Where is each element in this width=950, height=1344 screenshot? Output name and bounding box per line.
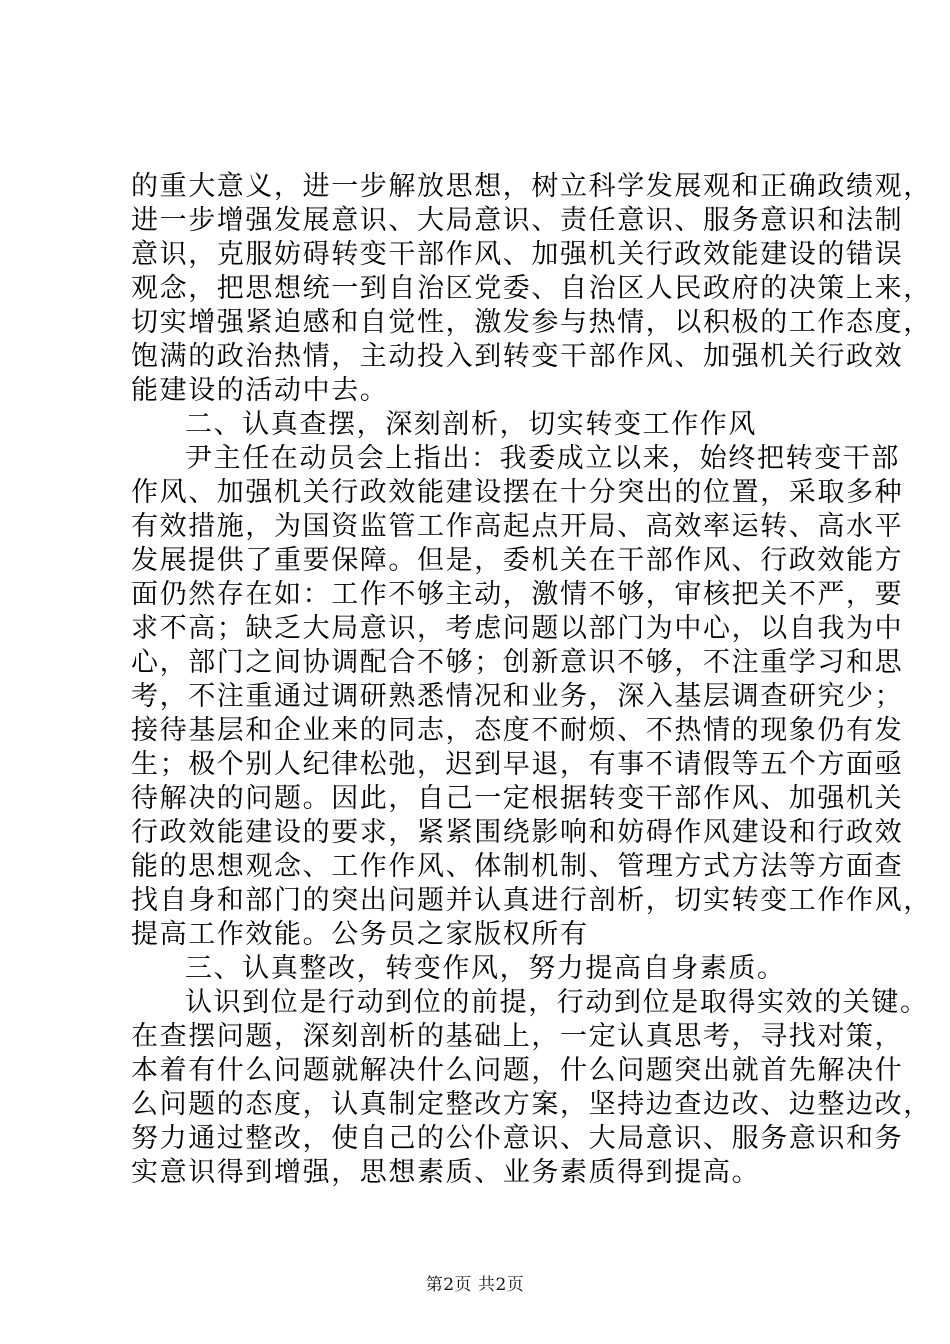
text-line: 考，不注重通过调研熟悉情况和业务，深入基层调查研究少； — [131, 681, 904, 712]
text-line: 面仍然存在如：工作不够主动，激情不够，审核把关不严，要 — [131, 579, 904, 610]
text-line: 提高工作效能。公务员之家版权所有 — [131, 919, 589, 950]
text-line: 在查摆问题，深刻剖析的基础上，一定认真思考，寻找对策， — [131, 1021, 904, 1052]
section-heading: 三、认真整改，转变作风，努力提高自身素质。 — [185, 953, 786, 984]
text-line: 能的思想观念、工作作风、体制机制、管理方式方法等方面查 — [131, 851, 904, 882]
text-line: 进一步增强发展意识、大局意识、责任意识、服务意识和法制 — [131, 205, 904, 236]
text-line: 的重大意义，进一步解放思想，树立科学发展观和正确政绩观， — [131, 171, 932, 202]
text-line: 观念，把思想统一到自治区党委、自治区人民政府的决策上来， — [131, 273, 932, 304]
text-line: 努力通过整改，使自己的公仆意识、大局意识、服务意识和务 — [131, 1123, 904, 1154]
text-line: 生；极个别人纪律松弛，迟到早退，有事不请假等五个方面亟 — [131, 749, 904, 780]
text-line: 心，部门之间协调配合不够；创新意识不够，不注重学习和思 — [131, 647, 904, 678]
text-line: 找自身和部门的突出问题并认真进行剖析，切实转变工作作风， — [131, 885, 932, 916]
text-line: 待解决的问题。因此，自己一定根据转变干部作风、加强机关 — [131, 783, 904, 814]
page-number-footer: 第2页 共2页 — [425, 1275, 525, 1295]
text-line: 能建设的活动中去。 — [131, 375, 389, 406]
text-line: 作风、加强机关行政效能建设摆在十分突出的位置，采取多种 — [131, 477, 904, 508]
text-line: 发展提供了重要保障。但是，委机关在干部作风、行政效能方 — [131, 545, 904, 576]
paragraph-first-line: 认识到位是行动到位的前提，行动到位是取得实效的关键。 — [185, 987, 929, 1018]
text-line: 行政效能建设的要求，紧紧围绕影响和妨碍作风建设和行政效 — [131, 817, 904, 848]
text-line: 实意识得到增强，思想素质、业务素质得到提高。 — [131, 1157, 761, 1188]
paragraph-first-line: 尹主任在动员会上指出：我委成立以来，始终把转变干部 — [185, 443, 900, 474]
text-line: 本着有什么问题就解决什么问题，什么问题突出就首先解决什 — [131, 1055, 904, 1086]
document-body — [131, 170, 932, 1190]
text-line: 切实增强紧迫感和自觉性，激发参与热情，以积极的工作态度， — [131, 307, 932, 338]
text-line: 么问题的态度，认真制定整改方案，坚持边查边改、边整边改， — [131, 1089, 932, 1120]
text-line: 求不高；缺乏大局意识，考虑问题以部门为中心，以自我为中 — [131, 613, 904, 644]
section-heading: 二、认真查摆，深刻剖析，切实转变工作作风 — [185, 409, 757, 440]
text-line: 意识，克服妨碍转变干部作风、加强机关行政效能建设的错误 — [131, 239, 904, 270]
text-line: 有效措施，为国资监管工作高起点开局、高效率运转、高水平 — [131, 511, 904, 542]
text-line: 饱满的政治热情，主动投入到转变干部作风、加强机关行政效 — [131, 341, 904, 372]
text-line: 接待基层和企业来的同志，态度不耐烦、不热情的现象仍有发 — [131, 715, 904, 746]
